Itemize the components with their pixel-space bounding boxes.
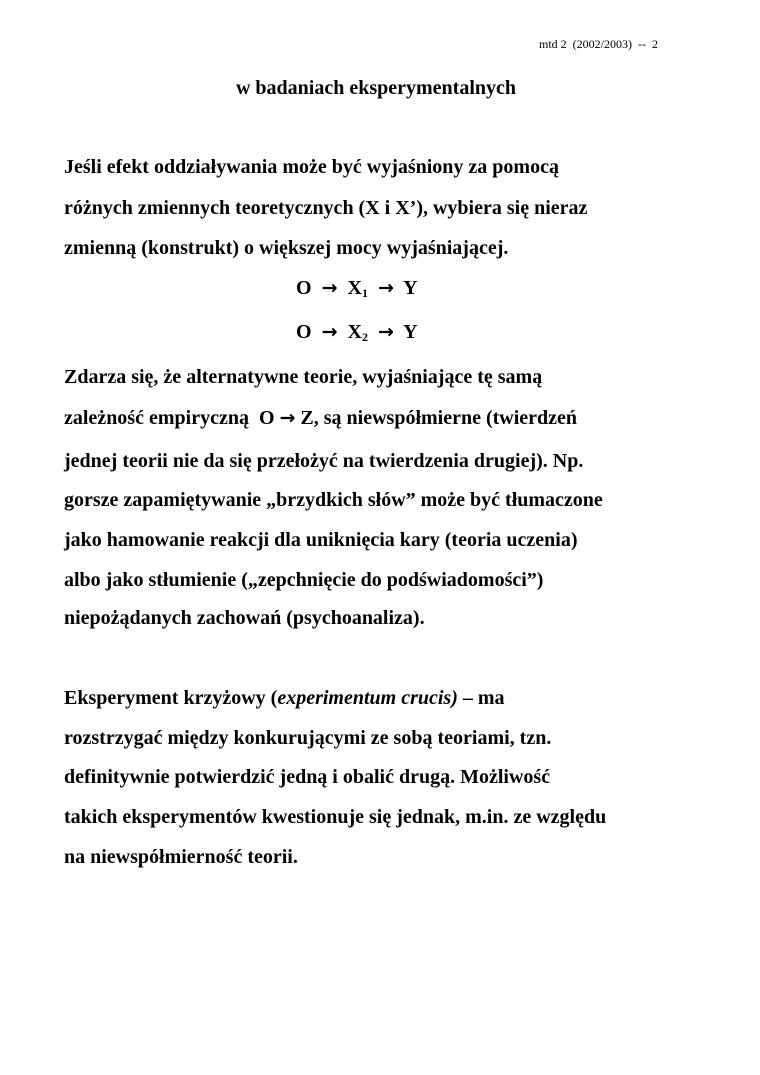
- paragraph-3-line-5: na niewspółmierność teorii.: [64, 846, 298, 868]
- paragraph-2-line-2-after: Z, są niewspółmierne (twierdzeń: [295, 407, 578, 429]
- formula-1: [296, 276, 418, 305]
- page-header: mtd 2 (2002/2003) -- 2: [539, 37, 658, 51]
- paragraph-3-line-3: definitywnie potwierdzić jedną i obalić drugą. Możliwość: [64, 766, 551, 788]
- paragraph-3-line-2: rozstrzygać między konkurującymi ze sobą teoriami, tzn.: [64, 727, 552, 749]
- formula-2-arrow-1: →: [321, 321, 338, 343]
- paragraph-2-line-6: albo jako stłumienie („zepchnięcie do podświadomości”): [64, 569, 544, 591]
- formula-2-arrow-2: →: [377, 321, 394, 343]
- paragraph-3-line-1-after: – ma: [457, 687, 505, 709]
- formula-2-subscript: 2: [361, 330, 368, 344]
- paragraph-1-line-1: Jeśli efekt oddziaływania może być wyjaśniony za pomocą: [64, 156, 559, 178]
- arrow-icon: →: [279, 407, 296, 429]
- formula-1-arrow-1: →: [321, 277, 338, 299]
- formula-1-end: Y: [403, 277, 418, 299]
- formula-2-start: O: [296, 321, 312, 343]
- formula-2: [296, 320, 418, 349]
- paragraph-2-line-2: [64, 406, 577, 430]
- formula-1-variable: X: [347, 277, 362, 299]
- paragraph-2-line-1: Zdarza się, że alternatywne teorie, wyjaśniające tę samą: [64, 366, 543, 388]
- formula-1-start: O: [296, 277, 312, 299]
- paragraph-2-line-7: niepożądanych zachowań (psychoanaliza).: [64, 607, 425, 629]
- paragraph-2-line-5: jako hamowanie reakcji dla uniknięcia kary (teoria uczenia): [64, 529, 578, 551]
- page-title: w badaniach eksperymentalnych: [235, 77, 517, 99]
- formula-2-end: Y: [403, 321, 418, 343]
- formula-2-variable: X: [347, 321, 362, 343]
- paragraph-3-line-4: takich eksperymentów kwestionuje się jednak, m.in. ze względu: [64, 806, 607, 828]
- paragraph-2-line-2-before: zależność empiryczną O: [64, 407, 280, 429]
- paragraph-2-line-4: gorsze zapamiętywanie „brzydkich słów” może być tłumaczone: [64, 489, 603, 511]
- paragraph-3-line-1-italic: experimentum crucis): [277, 687, 458, 709]
- paragraph-1-line-3: zmienną (konstrukt) o większej mocy wyjaśniającej.: [64, 237, 509, 259]
- paragraph-3-line-1: [64, 686, 505, 710]
- paragraph-3-line-1-before: Eksperyment krzyżowy (: [64, 687, 278, 709]
- formula-1-arrow-2: →: [377, 277, 394, 299]
- paragraph-1-line-2: różnych zmiennych teoretycznych (X i X’), wybiera się nieraz: [64, 197, 588, 219]
- formula-1-subscript: 1: [361, 286, 368, 300]
- paragraph-2-line-3: jednej teorii nie da się przełożyć na twierdzenia drugiej). Np.: [64, 450, 584, 472]
